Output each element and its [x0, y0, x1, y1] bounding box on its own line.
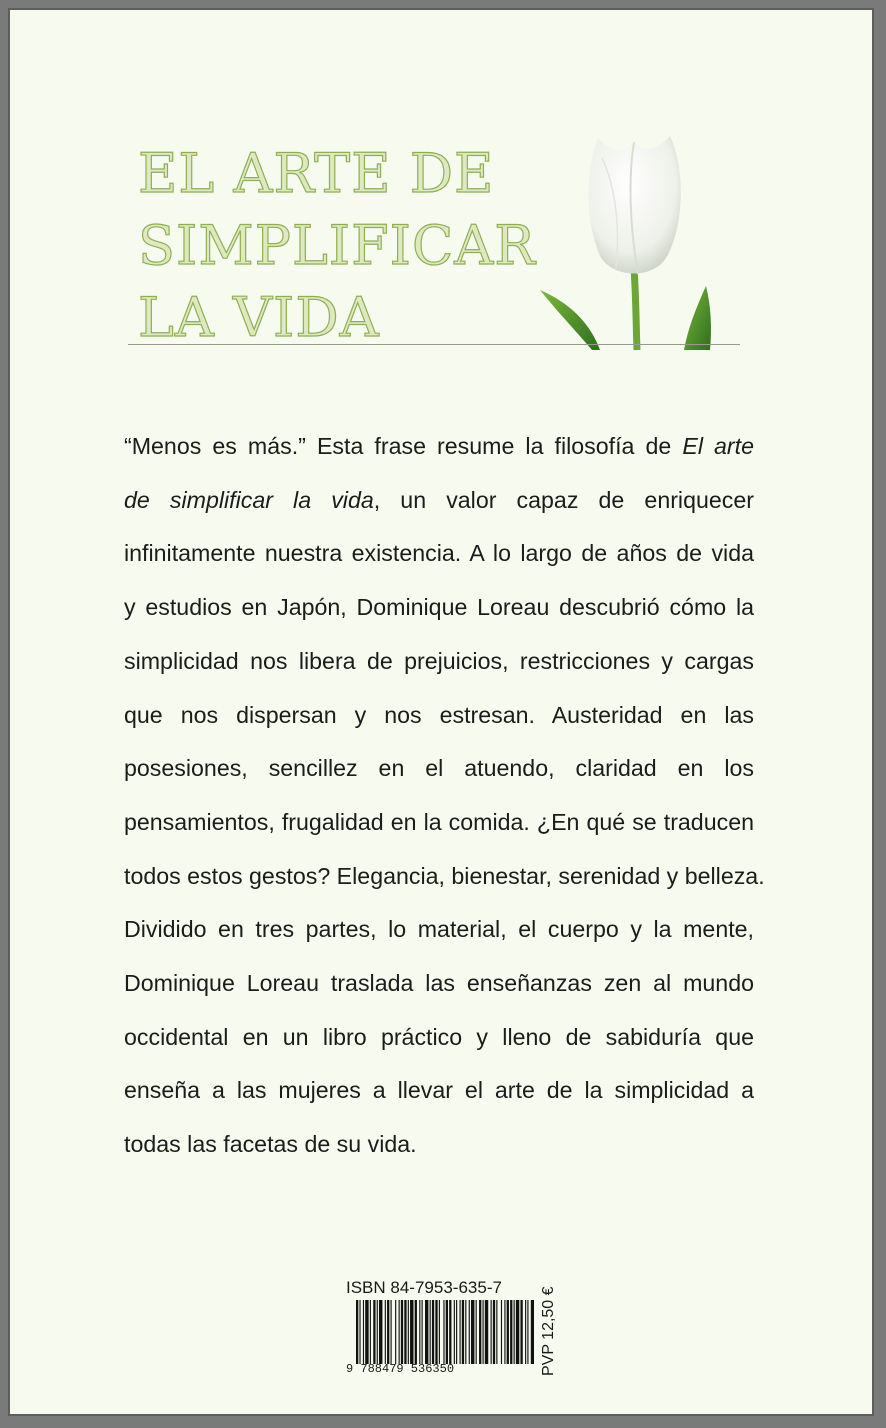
barcode-bar	[419, 1300, 420, 1364]
barcode-bar	[501, 1300, 502, 1364]
description-line-10: Dividido en tres partes, lo material, el cuerpo y la mente,	[124, 916, 754, 943]
title-divider	[128, 344, 740, 345]
barcode-bar	[395, 1300, 396, 1364]
description-line-6: que nos dispersan y nos estresan. Austeridad en las	[124, 701, 754, 728]
barcode-bar	[454, 1300, 455, 1364]
barcode-bar	[408, 1300, 409, 1364]
tulip-illustration	[520, 118, 740, 353]
barcode-bar	[476, 1300, 477, 1364]
barcode-bar	[531, 1300, 534, 1364]
barcode-bar	[430, 1300, 431, 1364]
barcode-bar	[483, 1300, 484, 1364]
barcode-bar	[370, 1300, 371, 1364]
barcode-bar	[415, 1300, 417, 1364]
barcode-bar	[387, 1300, 389, 1364]
description-line-3: infinitamente nuestra existencia. A lo largo de años de vida	[124, 540, 754, 567]
barcode-bar	[356, 1300, 358, 1364]
barcode-bar	[493, 1300, 495, 1364]
barcode-bar	[410, 1300, 413, 1364]
description-line-14: todas las facetas de su vida.	[124, 1131, 417, 1158]
barcode-bar	[525, 1300, 526, 1364]
description-line-4: y estudios en Japón, Dominique Loreau descubrió cómo la	[124, 594, 754, 621]
description-line-7: posesiones, sencillez en el atuendo, claridad en los	[124, 755, 754, 782]
barcode-bar	[446, 1300, 448, 1364]
barcode-bar	[425, 1300, 428, 1364]
book-description	[124, 420, 765, 1172]
description-line-2: de simplificar la vida, un valor capaz de enriquecer	[124, 486, 754, 513]
description-line-12: occidental en un libro práctico y lleno de sabiduría que	[124, 1023, 754, 1050]
book-title	[138, 138, 536, 354]
barcode-bar	[373, 1300, 375, 1364]
barcode-bar	[496, 1300, 497, 1364]
barcode-bar	[385, 1300, 386, 1364]
barcode-bar	[465, 1300, 466, 1364]
title-line-3: LA VIDA	[138, 286, 380, 349]
barcode-bar	[516, 1300, 519, 1364]
description-line-13: enseña a las mujeres a llevar el arte de la simplicidad a	[124, 1077, 754, 1104]
barcode-bar	[462, 1300, 464, 1364]
description-line-11: Dominique Loreau traslada las enseñanzas zen al mundo	[124, 970, 754, 997]
barcode-bar	[439, 1300, 440, 1364]
barcode-bar	[520, 1300, 522, 1364]
barcode-bar	[435, 1300, 437, 1364]
barcode-bar	[527, 1300, 528, 1364]
barcode-bar	[514, 1300, 515, 1364]
barcode-bar	[471, 1300, 474, 1364]
barcode-bar	[399, 1300, 400, 1364]
barcode-bar	[510, 1300, 512, 1364]
description-line-5: simplicidad nos libera de prejuicios, restricciones y cargas	[124, 647, 754, 674]
barcode-bar	[469, 1300, 470, 1364]
barcode-bar	[401, 1300, 403, 1364]
barcode-bar	[504, 1300, 505, 1364]
barcode-bar	[456, 1300, 457, 1364]
description-line-9: todos estos gestos? Elegancia, bienestar, serenidad y belleza.	[124, 862, 765, 889]
barcode-bar	[507, 1300, 509, 1364]
barcode-bar	[365, 1300, 368, 1364]
title-line-1: EL ARTE DE	[138, 142, 495, 205]
barcode-bar	[363, 1300, 364, 1364]
barcode-bar	[479, 1300, 481, 1364]
barcode-bar	[443, 1300, 444, 1364]
description-line-1: “Menos es más.” Esta frase resume la filosofía de El arte	[124, 433, 754, 459]
barcode-bar	[377, 1300, 378, 1364]
barcode-bar	[404, 1300, 406, 1364]
barcode-bar	[485, 1300, 488, 1364]
title-line-2: SIMPLIFICAR	[138, 214, 536, 277]
barcode-bar	[422, 1300, 423, 1364]
barcode-bar	[491, 1300, 492, 1364]
isbn-label: ISBN 84-7953-635-7	[346, 1278, 502, 1297]
barcode-bar	[460, 1300, 461, 1364]
description-line-8: pensamientos, frugalidad en la comida. ¿En qué se traducen	[124, 808, 754, 835]
barcode-bar	[359, 1300, 360, 1364]
price-label: PVP 12,50 €	[540, 1286, 557, 1376]
barcode-bar	[391, 1300, 392, 1364]
barcode-bar	[379, 1300, 382, 1364]
barcode-bar	[449, 1300, 451, 1364]
barcode-digits: 9 788479 536350	[346, 1362, 455, 1376]
barcode-bar	[432, 1300, 434, 1364]
